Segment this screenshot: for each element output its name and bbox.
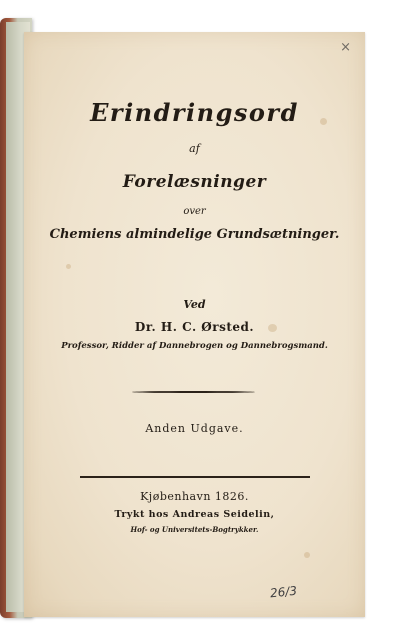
title-page	[24, 32, 365, 617]
author-name: Dr. H. C. Ørsted.	[134, 320, 255, 334]
connector-ved: Ved	[183, 298, 206, 311]
subject-line: Chemiens almindelige Grundsætninger.	[49, 227, 340, 242]
edition-line: Anden Udgave.	[145, 422, 244, 435]
pencil-annotation: 26/3	[269, 583, 298, 601]
corner-pencil-mark: ×	[340, 40, 351, 55]
connector-af: af	[189, 142, 200, 155]
foxing-spot	[304, 552, 310, 558]
connector-over: over	[183, 206, 206, 217]
subtitle: Forelæsninger	[122, 172, 267, 192]
printer-line: Trykt hos Andreas Seidelin,	[114, 509, 275, 520]
author-titles: Professor, Ridder af Dannebrogen og Dannebrogsmand.	[61, 341, 328, 351]
ornamental-rule	[132, 391, 255, 393]
imprint-rule	[80, 476, 310, 478]
foxing-spot	[66, 264, 71, 269]
printer-titles: Hof- og Universitets-Bogtrykker.	[130, 525, 259, 534]
main-title: Erindringsord	[90, 98, 299, 127]
place-year: Kjøbenhavn 1826.	[140, 490, 249, 503]
